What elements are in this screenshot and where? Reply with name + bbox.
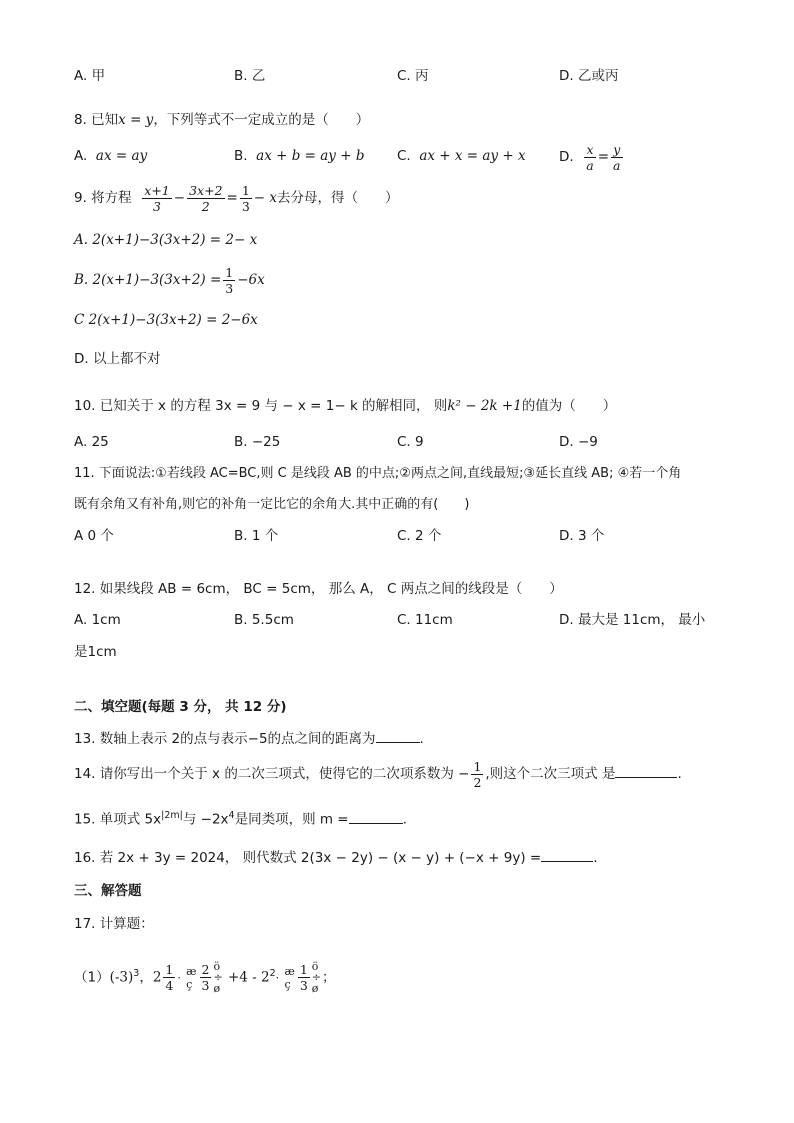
q8-d-num-x: x (584, 142, 595, 158)
q7-option-a: A. 甲 (74, 68, 106, 84)
q17-1-glyph2b: æ (284, 964, 296, 978)
q9-b-frac (223, 265, 235, 296)
q12-option-b: B. 5.5cm (234, 612, 294, 628)
q11-option-c: C. 2 个 (397, 528, 442, 544)
q8-d-den-a: a (586, 157, 594, 173)
q9-frac1 (142, 183, 171, 214)
q14-frac-num: 1 (473, 758, 482, 774)
q17-1-glyph6b: ø (311, 982, 320, 995)
q11-stem-line2: 既有余角又有补角,则它的补角一定比它的余角大.其中正确的有( ) (74, 497, 470, 512)
q10-text2: 的值为（ ） (521, 398, 617, 414)
q9-stem: 9. 将方程 $\frac{x+1}{3}$ − $\frac{3x+2}{2}$ = $\frac{1}{3}$ − x去分母，得（ ） (74, 182, 399, 214)
q17-1-frac3-num: 1 (299, 962, 308, 977)
q15-exponent: |2m| (161, 810, 183, 821)
q8-option-d: D. $\frac{x}{a}$ = $\frac{y}{a}$ (559, 141, 621, 173)
q15-text1: 15. 单项式 5x (74, 811, 162, 828)
q17-1-label: （1） (74, 969, 110, 986)
q10-stem (74, 396, 616, 416)
q11-option-a: A 0 个 (74, 528, 114, 544)
q9-b-tail: −6x (237, 272, 265, 288)
q9-frac3 (240, 183, 252, 214)
q9-b-label: B. 2(x+1)−3(3x+2) = (74, 272, 222, 288)
q14-text1: 14. 请你写出一个关于 x 的二次三项式，使得它的二次项系数为 − (74, 766, 470, 782)
q9-option-a (74, 230, 257, 250)
q8-d-den-a2: a (613, 157, 621, 173)
q9-option-b (74, 262, 265, 298)
q10-option-b: B. −25 (234, 434, 281, 450)
q17-1-frac3 (298, 962, 310, 993)
q14: 14. 请你写出一个关于 x 的二次三项式，使得它的二次项系数为 − $\frac{1}{2}$ ,则这个二次三项式 是 . (74, 758, 682, 790)
q17-part1 (74, 954, 335, 999)
q17-1-glyph4: ö (213, 960, 222, 973)
q17-1-paren-right2 (312, 961, 322, 994)
q8-option-a (74, 146, 147, 166)
q17-1-glyph5: ÷ (213, 971, 224, 984)
q9-frac3-num: 1 (241, 182, 250, 198)
q17-1-exp2: 2 (269, 968, 276, 979)
q9-option-c (74, 310, 258, 330)
q12-option-a: A. 1cm (74, 612, 121, 628)
q12-option-d: D. 最大是 11cm， 最小 (559, 612, 706, 628)
q17-1-frac1-den: 4 (165, 978, 174, 993)
q17-1-mid1: ，2 (139, 969, 162, 986)
q17-title: 17. 计算题： (74, 916, 154, 932)
q9-frac1-num: x+1 (144, 182, 170, 198)
q12-option-c: C. 11cm (397, 612, 453, 628)
q12-option-d-cont: 是1cm (74, 644, 117, 660)
q13: 13. 数轴上表示 2的点与表示−5的点之间的距离为 . (74, 728, 424, 749)
q8-b-expr: ax + b = ay + b (256, 148, 365, 164)
q8-a-label: A. (74, 148, 88, 164)
q10-text1: 10. 已知关于 x 的方程 3x = 9 与 − x = 1− k 的解相同， 则 (74, 398, 448, 414)
q17-1-mid2: +4 - 2 (227, 969, 270, 986)
q10-option-a: A. 25 (74, 434, 109, 450)
q17-1-glyph5b: ÷ (311, 971, 322, 984)
q17-1-exp: 3 (133, 968, 140, 979)
q9-tail: 去分母，得（ ） (276, 190, 399, 206)
q17-1-frac2 (200, 962, 212, 993)
q8-prefix: 8. 已知 (74, 112, 119, 128)
q9-option-d: D. 以上都不对 (74, 351, 161, 367)
q17-1-base: (-3) (109, 969, 134, 986)
q8-d-label: D. (559, 149, 574, 165)
q9-b-den: 3 (225, 280, 234, 296)
q7-option-d: D. 乙或丙 (559, 68, 619, 84)
q8-condition: x = y (118, 112, 154, 128)
q8-c-expr: ax + x = ay + x (419, 148, 526, 164)
q13-answer-blank[interactable] (376, 728, 420, 743)
q13-text: 13. 数轴上表示 2的点与表示−5的点之间的距离为 (74, 731, 376, 747)
q12-stem: 12. 如果线段 AB = 6cm， BC = 5cm， 那么 A， C 两点之间的线段是（ ） (74, 581, 563, 597)
q14-text2: ,则这个二次三项式 是 (485, 766, 616, 782)
q17-1-paren-left (186, 965, 197, 991)
q17-1-glyph2: æ (186, 964, 198, 978)
q11-stem-line1: 11. 下面说法:①若线段 AC=BC,则 C 是线段 AB 的中点;②两点之间,直线最短;③延长直线 AB; ④若一个角 (74, 466, 682, 481)
q10-expr: k² − 2k +1 (447, 398, 522, 414)
q11-option-b: B. 1 个 (234, 528, 279, 544)
q14-frac (471, 759, 483, 790)
q17-1-end: ； (321, 969, 336, 986)
section-fill-in-title: 二、填空题(每题 3 分， 共 12 分) (74, 699, 287, 715)
q9-frac1-den: 3 (153, 198, 161, 214)
q17-1-glyph1: · (177, 971, 182, 985)
q17-1-glyph3b: ç (284, 977, 292, 991)
q17-1-paren-left2 (284, 965, 295, 991)
q8-a-expr: ax = ay (95, 148, 148, 164)
q9-frac3-den: 3 (241, 198, 250, 214)
q8-option-c (397, 146, 526, 166)
q15-answer-blank[interactable] (349, 809, 403, 824)
q17-1-glyph7: · (275, 971, 281, 985)
q9-b-num: 1 (225, 264, 234, 280)
q8-d-frac-left (584, 142, 595, 173)
q9-frac2-num: 3x+2 (189, 182, 223, 198)
q14-frac-den: 2 (473, 774, 482, 790)
q10-option-c: C. 9 (397, 434, 424, 450)
q11-option-d: D. 3 个 (559, 528, 605, 544)
q9-prefix: 9. 将方程 (74, 190, 132, 206)
q9-a-text: A. 2(x+1)−3(3x+2) = 2− x (74, 232, 258, 248)
q17-1-frac1 (163, 962, 175, 993)
q15-text2: 与 −2x (182, 811, 229, 828)
q7-option-c: C. 丙 (397, 68, 429, 84)
q16-answer-blank[interactable] (541, 847, 593, 862)
q17-1-glyph6: ø (213, 982, 222, 995)
q8-b-label: B. (234, 148, 248, 164)
q10-option-d: D. −9 (559, 434, 598, 450)
q8-suffix: ，下列等式不一定成立的是（ ） (153, 112, 370, 128)
q14-answer-blank[interactable] (615, 763, 677, 778)
q9-frac2 (187, 183, 224, 214)
q17-1-paren-right (213, 961, 223, 994)
q8-c-label: C. (397, 148, 411, 164)
section-solve-title: 三、解答题 (74, 883, 142, 899)
q17-1-glyph3: ç (186, 977, 194, 991)
q8-d-frac-right (611, 142, 622, 173)
q15-exponent2: 4 (228, 810, 235, 821)
q16: 16. 若 2x + 3y = 2024， 则代数式 2(3x − 2y) − (x − y) + (−x + 9y) = . (74, 847, 598, 868)
q17-1-frac1-num: 1 (165, 962, 174, 977)
q17-1-frac3-den: 3 (299, 978, 308, 993)
q17-1-frac2-num: 2 (201, 962, 210, 977)
q7-option-b: B. 乙 (234, 68, 266, 84)
q9-frac2-den: 2 (201, 198, 210, 214)
q15-text3: 是同类项，则 m = (234, 811, 349, 828)
q8-stem (74, 110, 369, 130)
q15: 15. 单项式 $5x^{|2m|}$与 $-2x^4$是同类项，则 m = . (74, 810, 407, 828)
q17-1-frac2-den: 3 (201, 978, 210, 993)
q16-text: 16. 若 2x + 3y = 2024， 则代数式 2(3x − 2y) − (x − y) + (−x + 9y) = (74, 850, 542, 866)
q8-d-num-y: y (611, 142, 622, 158)
q17-1-glyph4b: ö (311, 960, 320, 973)
q8-option-b (234, 146, 364, 166)
q9-c-text: C 2(x+1)−3(3x+2) = 2−6x (74, 312, 258, 328)
